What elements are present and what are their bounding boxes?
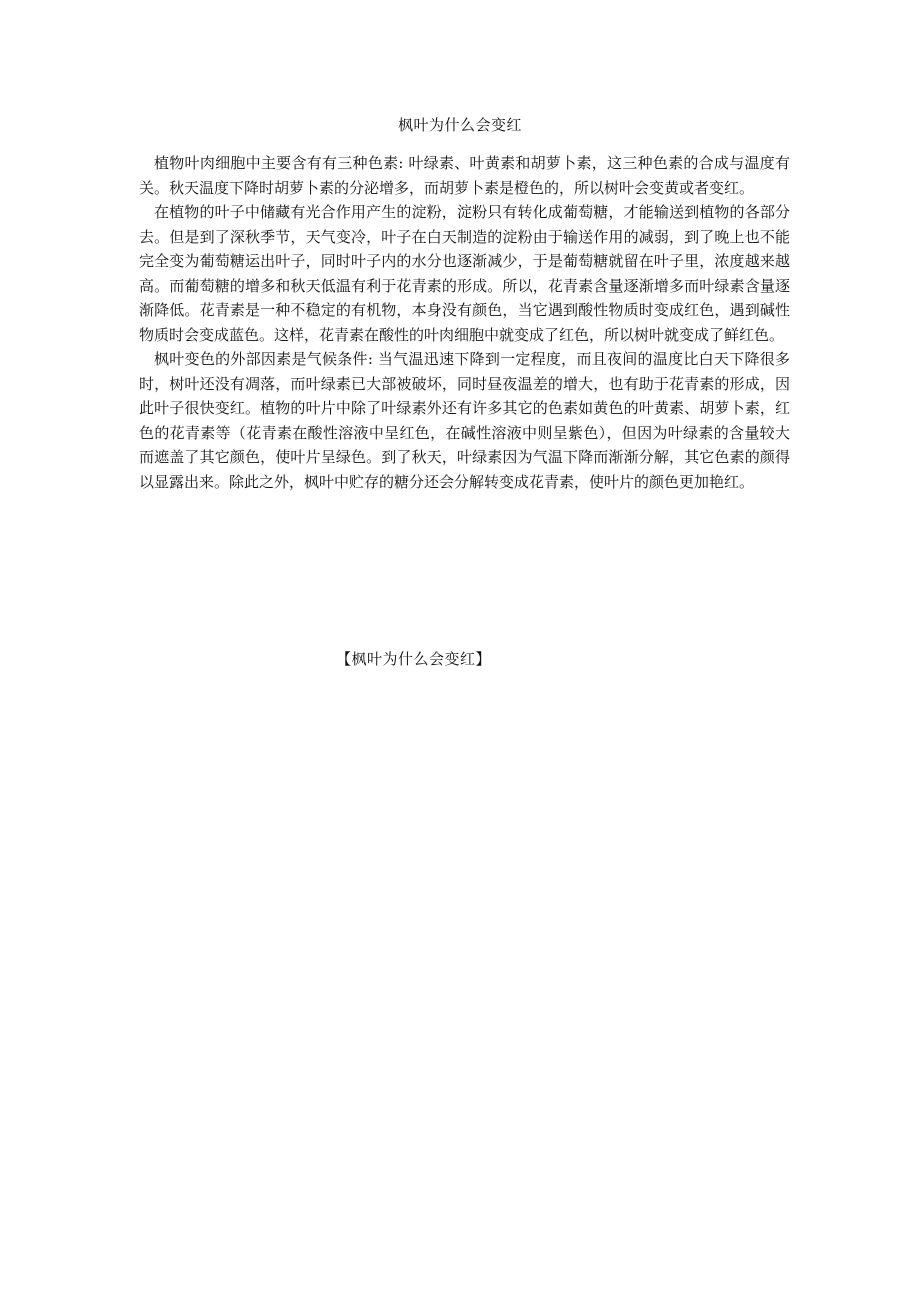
paragraph-pigments: 植物叶肉细胞中主要含有有三种色素: 叶绿素、叶黄素和胡萝卜素，这三种色素的合成与温度有关。秋天温度下降时胡萝卜素的分泌增多，而胡萝卜素是橙色的，所以树叶会变黄或者变红。 [139, 154, 790, 197]
paragraph-anthocyanin: 在植物的叶子中储藏有光合作用产生的淀粉，淀粉只有转化成葡萄糖，才能输送到植物的各部分去。但是到了深秋季节，天气变冷，叶子在白天制造的淀粉由于输送作用的减弱，到了晚上也不能完全变为葡萄糖运出叶子，同时叶子内的水分也逐渐减少，于是葡萄糖就留在叶子里，浓度越来越高。而葡萄糖的增多和秋天低温有利于花青素的形成。所以，花青素含量逐渐增多而叶绿素含量逐渐降低。花青素是一种不稳定的有机物，本身没有颜色，当它遇到酸性物质时变成红色，遇到碱性物质时会变成蓝色。这样，花青素在酸性的叶肉细胞中就变成了红色，所以树叶就变成了鲜红色。 [139, 203, 790, 344]
document-title: 枫叶为什么会变红 [397, 116, 522, 134]
footer-title: 【枫叶为什么会变红】 [336, 650, 492, 668]
paragraph-climate: 枫叶变色的外部因素是气候条件: 当气温迅速下降到一定程度，而且夜间的温度比白天下降很多时，树叶还没有凋落，而叶绿素已大部被破坏，同时昼夜温差的增大，也有助于花青素的形成，因此叶子很快变红。植物的叶片中除了叶绿素外还有许多其它的色素如黄色的叶黄素、胡萝卜素，红色的花青素等（花青素在酸性溶液中呈红色，在碱性溶液中则呈紫色），但因为叶绿素的含量较大而遮盖了其它颜色，使叶片呈绿色。到了秋天，叶绿素因为气温下降而渐渐分解，其它色素的颜得以显露出来。除此之外，枫叶中贮存的糖分还会分解转变成花青素，使叶片的颜色更加艳红。 [139, 350, 790, 491]
document-body [139, 151, 790, 494]
